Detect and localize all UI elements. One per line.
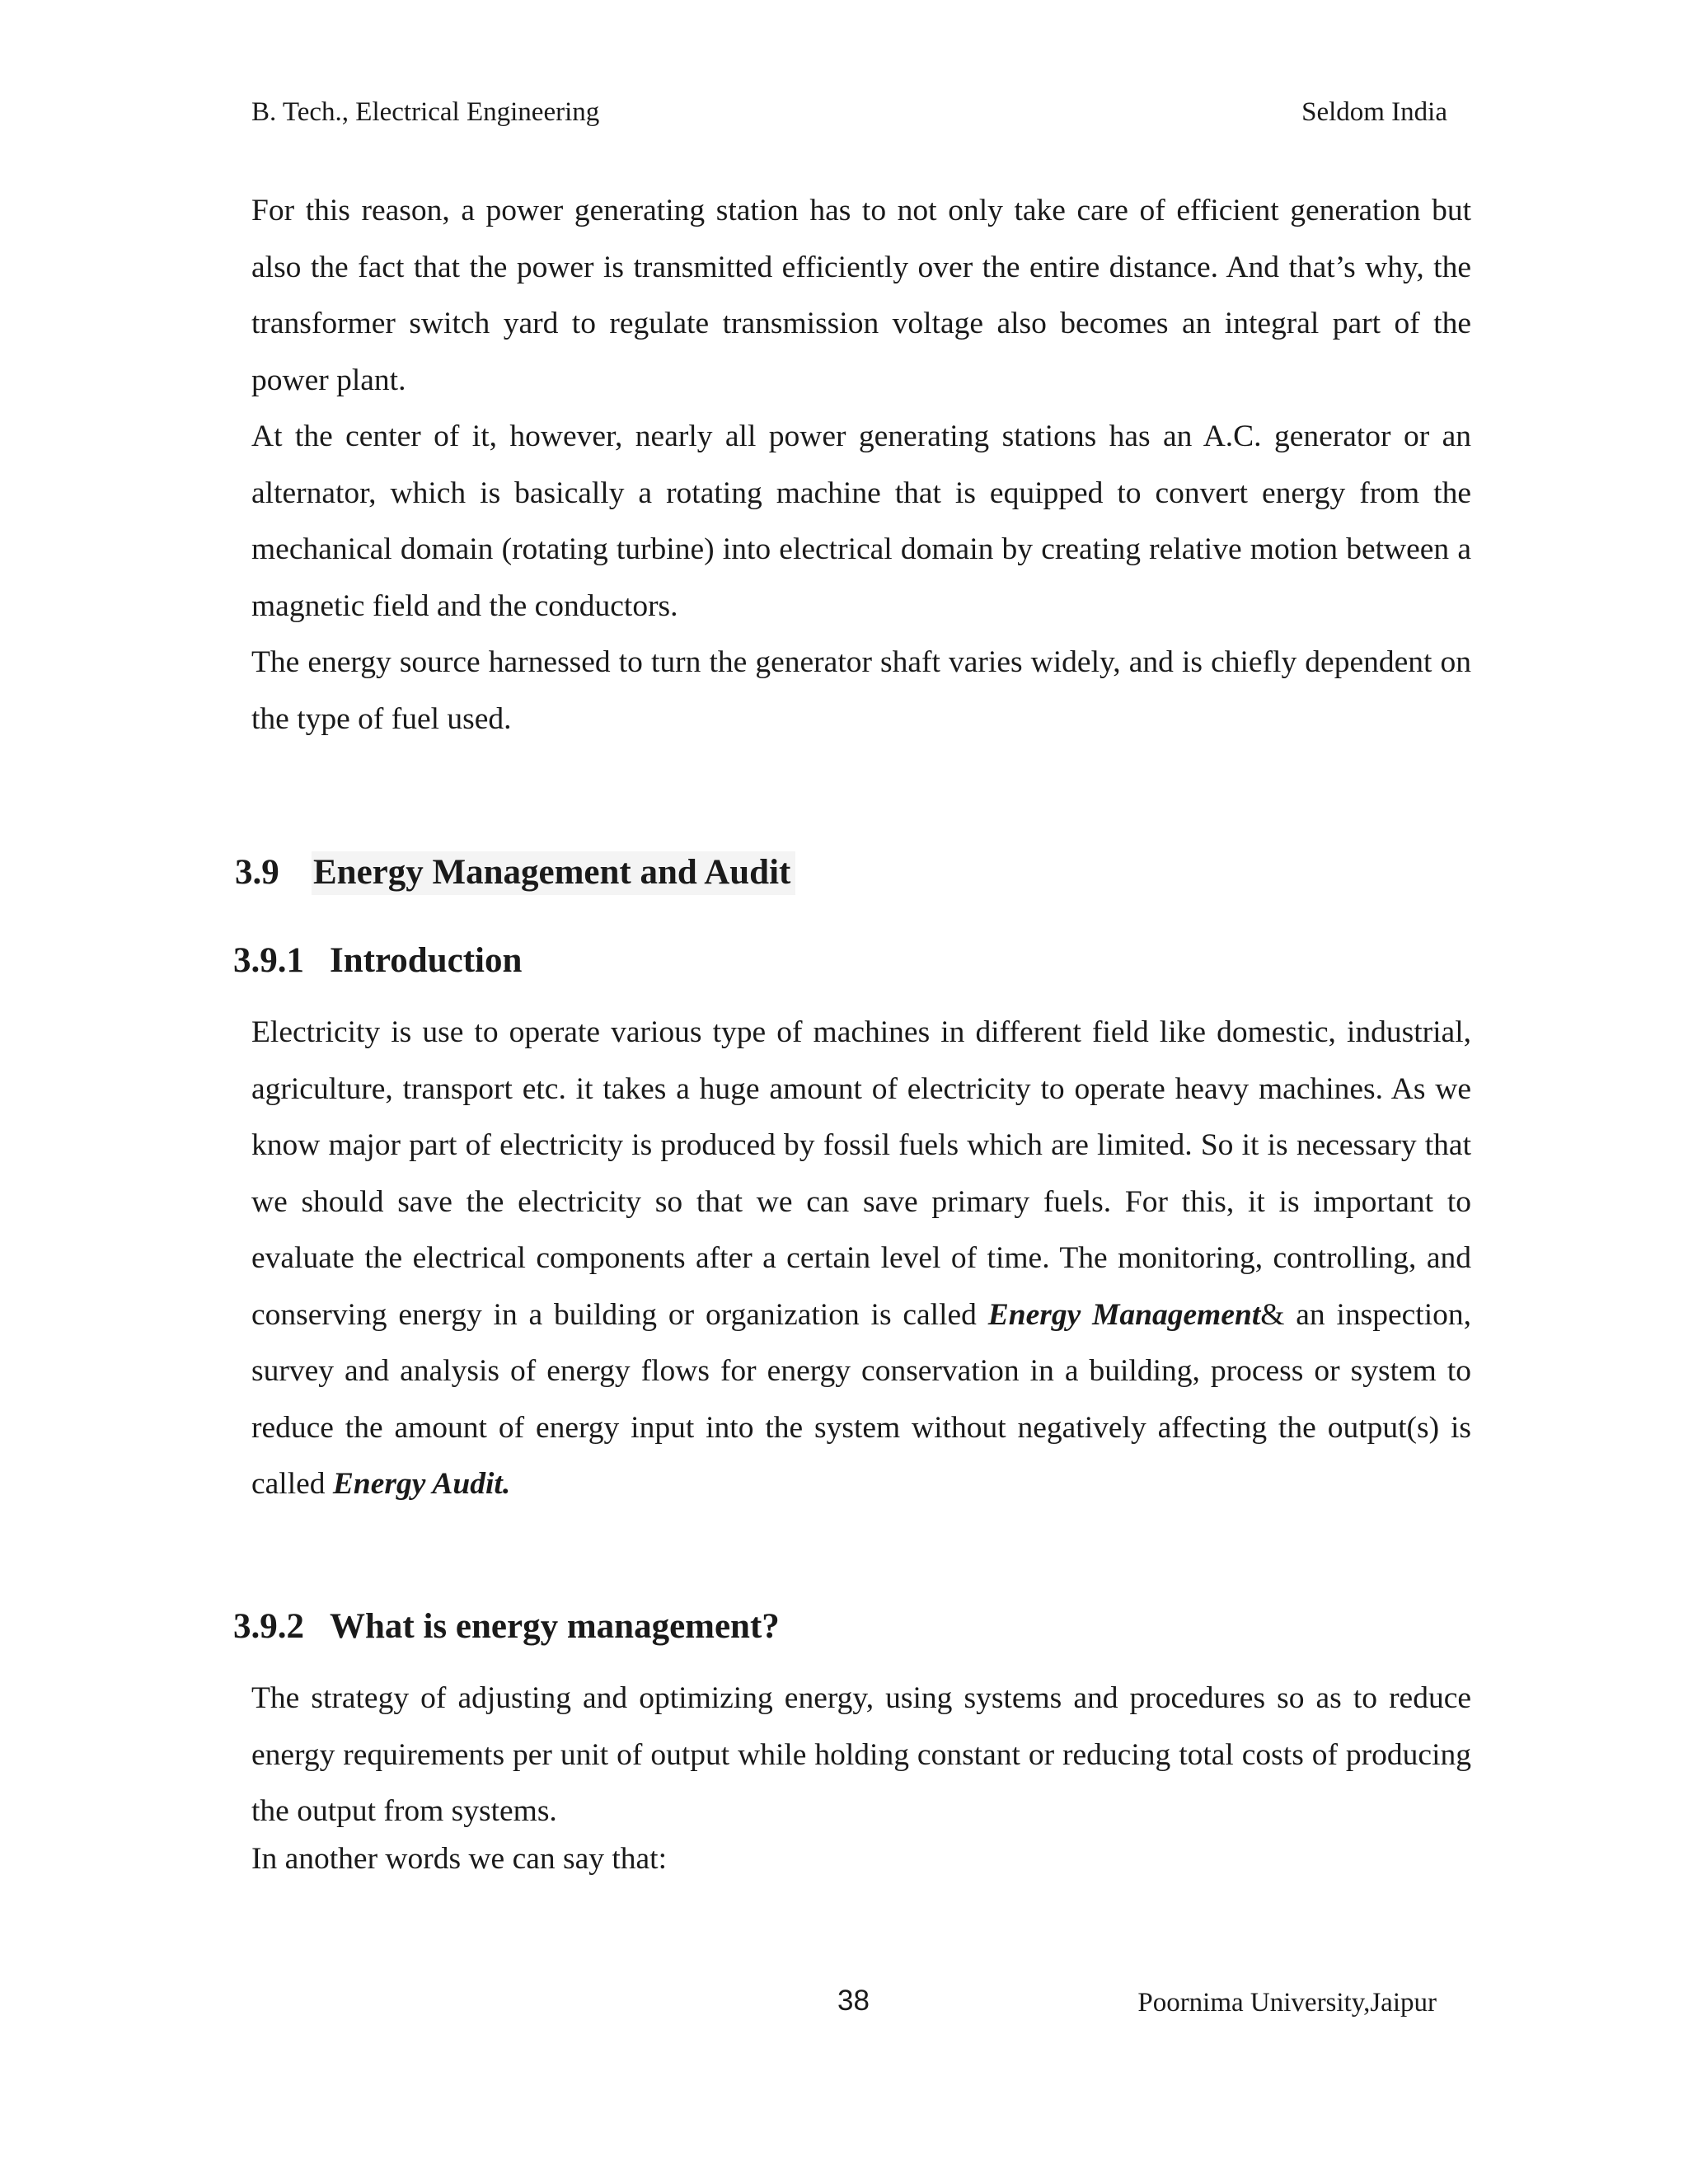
- term-energy-audit: Energy Audit.: [332, 1467, 511, 1501]
- page-number: 38: [837, 1985, 870, 2017]
- intro-paragraph-1: For this reason, a power generating station has to not only take care of efficient generation but also the fact that the power is transmitted efficiently over the entire distance. And that’s why, the transformer switch yard to regulate transmission voltage also becomes an integral part of the power plant.: [251, 194, 1471, 397]
- introduction-text-part2: & an inspection, survey and analysis of energy flows for energy conservation in a building, process or system to reduce the amount of energy input into the system without negatively affecting the output(s) is called: [251, 1297, 1471, 1501]
- running-header-left: B. Tech., Electrical Engineering: [251, 97, 600, 127]
- subsection-title: What is energy management?: [330, 1607, 780, 1646]
- introduction-text-part1: Electricity is use to operate various type of machines in different field like domestic, industrial, agriculture, transport etc. it takes a huge amount of electricity to operate heavy machines. As we know major part of electricity is produced by fossil fuels which are limited. So it is necessary that we should save the electricity so that we can save primary fuels. For this, it is important to evaluate the electrical components after a certain level of time. The monitoring, controlling, and conserving energy in a building or organization is called: [251, 1015, 1471, 1332]
- running-footer-right: Poornima University,Jaipur: [1137, 1988, 1437, 2018]
- subsection-number: 3.9.2: [233, 1607, 304, 1646]
- section-title: Energy Management and Audit: [312, 851, 795, 895]
- subsection-heading-introduction: [233, 940, 522, 981]
- intro-paragraph-2: At the center of it, however, nearly all power generating stations has an A.C. generator or an alternator, which is basically a rotating machine that is equipped to convert energy from the mechanical domain (rotating turbine) into electrical domain by creating relative motion between a magnetic field and the conductors.: [251, 419, 1471, 623]
- energy-management-definition: The strategy of adjusting and optimizing energy, using systems and procedures so as to reduce energy requirements per unit of output while holding constant or reducing total costs of producing the output from systems.: [251, 1681, 1471, 1828]
- subsection-heading-what-is-energy-management: [233, 1606, 780, 1647]
- running-header-right: Seldom India: [1301, 97, 1447, 127]
- section-number: 3.9: [235, 853, 279, 892]
- lead-in-text: In another words we can say that:: [251, 1842, 667, 1876]
- term-energy-management: Energy Management: [987, 1297, 1261, 1332]
- subsection-title: Introduction: [330, 941, 523, 980]
- introduction-paragraph: [251, 1005, 1471, 1513]
- section-heading: [235, 852, 795, 893]
- intro-paragraph-3: The energy source harnessed to turn the generator shaft varies widely, and is chiefly dependent on the type of fuel used.: [251, 645, 1471, 736]
- subsection-number: 3.9.1: [233, 941, 304, 980]
